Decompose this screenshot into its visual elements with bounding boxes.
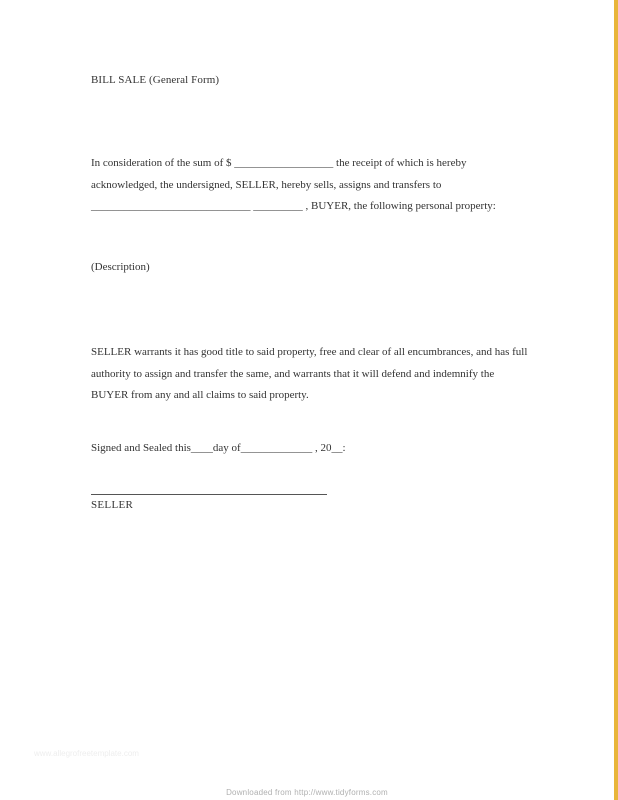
warranty-paragraph: SELLER warrants it has good title to said property, free and clear of all encumbrances, and has full authority to assign and transfer the same, and warrants that it will defend and indemnify the BUYER from any and all claims to said property. [91, 346, 528, 401]
document-content [91, 72, 531, 511]
consideration-paragraph: In consideration of the sum of $ __________________ the receipt of which is hereby acknowledged, the undersigned, SELLER, hereby sells, assigns and transfers to _____________________________ _________ , BUYER, the following personal property: [91, 157, 496, 212]
document-title: BILL SALE (General Form) [91, 74, 220, 86]
signed-sealed-line: Signed and Sealed this____day of_____________ , 20__: [91, 442, 346, 454]
description-label: (Description) [91, 261, 150, 273]
seller-label: SELLER [91, 499, 134, 511]
watermark-text: www.allegrofreetemplate.com [34, 749, 139, 758]
download-footer: Downloaded from http://www.tidyforms.com [226, 788, 388, 797]
page-edge-accent [614, 0, 618, 800]
seller-signature-line [91, 494, 327, 495]
